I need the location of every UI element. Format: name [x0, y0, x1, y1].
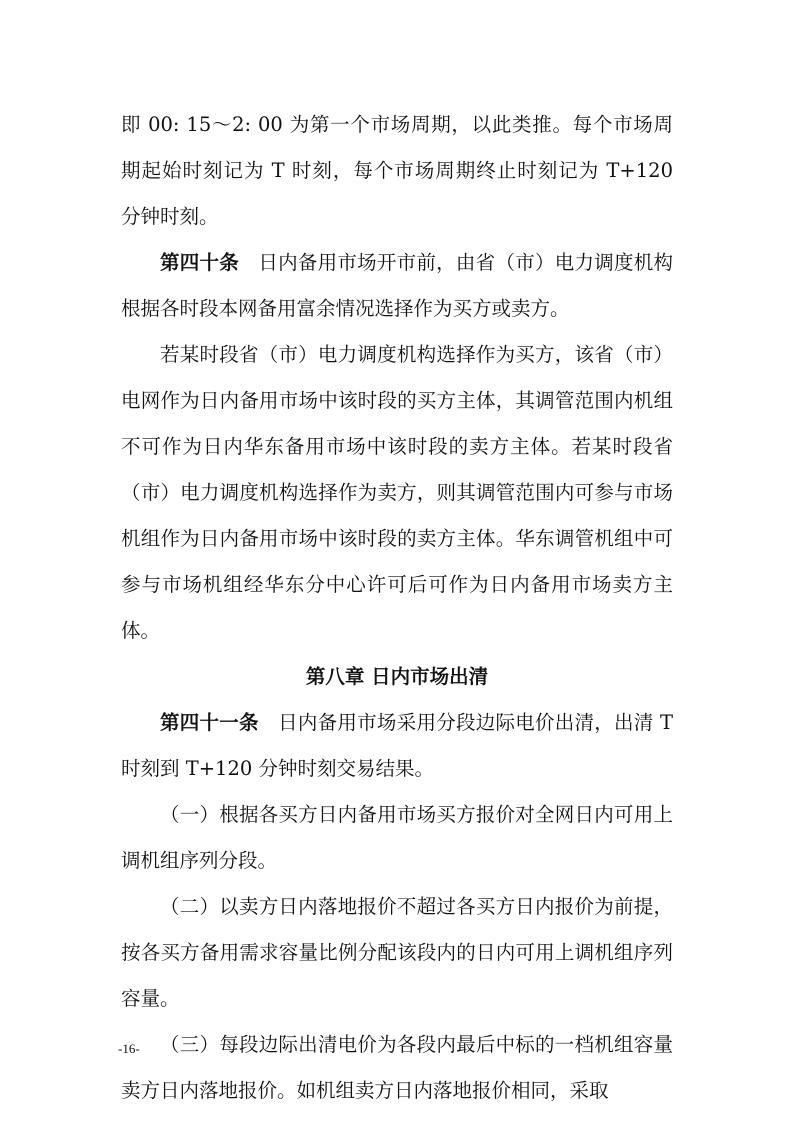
body-text: [121, 102, 673, 1114]
article-41: [121, 700, 673, 792]
paragraph-buyer-seller-rules: 若某时段省（市）电力调度机构选择作为买方，该省（市）电网作为日内备用市场中该时段的买方主体，其调管范围内机组不可作为日内华东备用市场中该时段的卖方主体。若某时段省（市）电力调度机构选择作为卖方，则其调管范围内可参与市场机组作为日内备用市场中该时段的卖方主体。华东调管机组中可参与市场机组经华东分中心许可后可作为日内备用市场卖方主体。: [121, 343, 673, 642]
article-41-text: 日内备用市场采用分段边际电价出清，出清 T 时刻到 T+120 分钟时刻交易结果。: [121, 711, 673, 780]
clause-3: （三）每段边际出清电价为各段内最后中标的一档机组容量卖方日内落地报价。如机组卖方日内落地报价相同，采取: [121, 1033, 673, 1102]
page-number: -16-: [118, 1041, 140, 1056]
clause-2: （二）以卖方日内落地报价不超过各买方日内报价为前提，按各买方备用需求容量比例分配该段内的日内可用上调机组序列容量。: [121, 895, 673, 1010]
chapter-heading: 第八章 日内市场出清: [305, 665, 489, 688]
article-40-text: 日内备用市场开市前，由省（市）电力调度机构根据各时段本网备用富余情况选择作为买方或卖方。: [121, 251, 673, 320]
article-41-number: 第四十一条: [160, 711, 259, 734]
article-40: [121, 240, 673, 332]
paragraph-cycle-definition: 即 00: 15～2: 00 为第一个市场周期，以此类推。每个市场周期起始时刻记为 T 时刻，每个市场周期终止时刻记为 T+120 分钟时刻。: [121, 113, 673, 228]
clause-1: （一）根据各买方日内备用市场买方报价对全网日内可用上调机组序列分段。: [121, 803, 673, 872]
article-40-number: 第四十条: [160, 251, 240, 274]
